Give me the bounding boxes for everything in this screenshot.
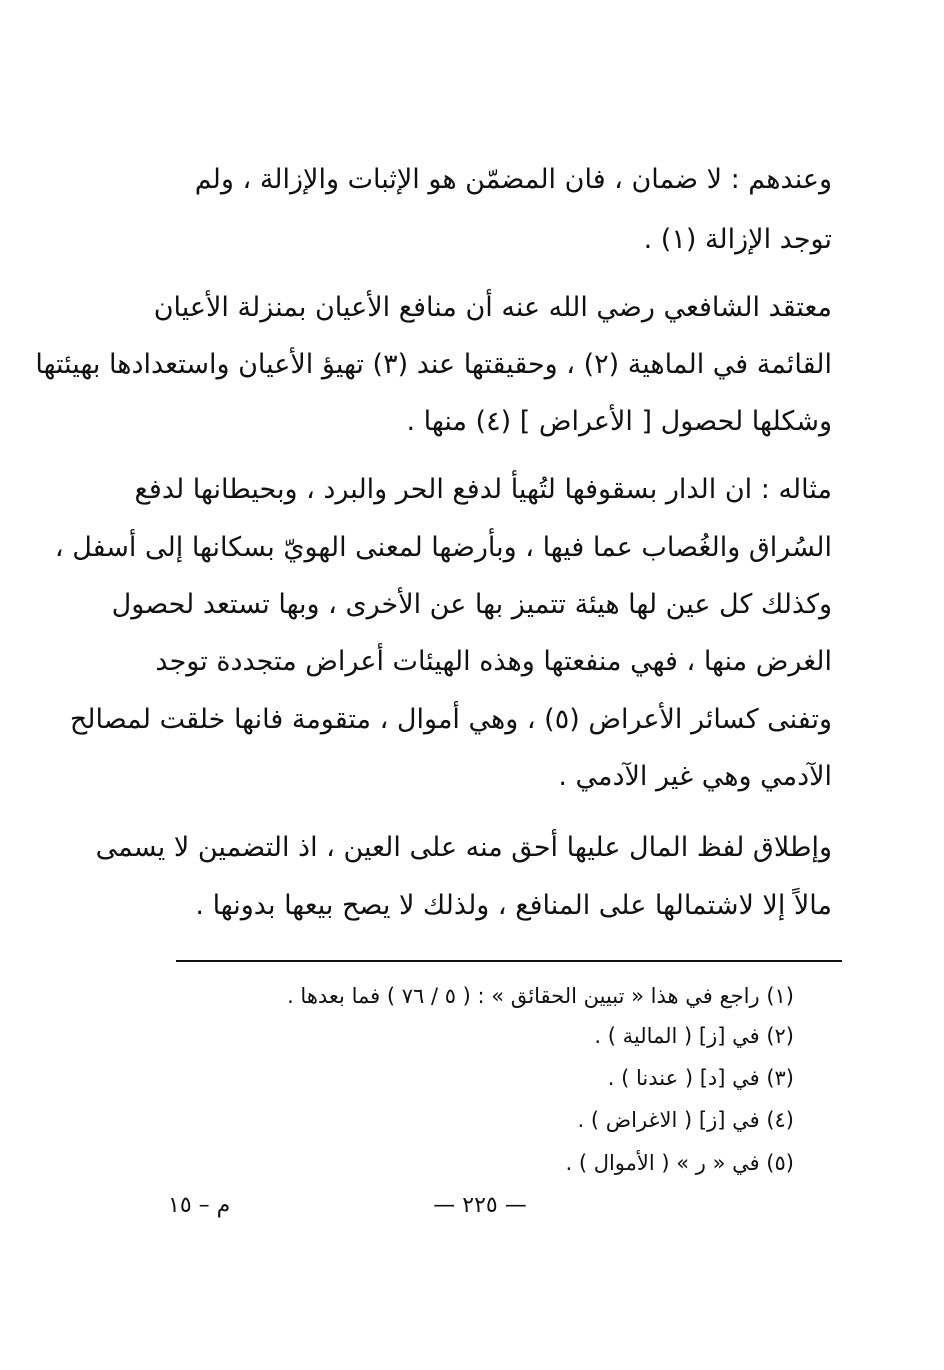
footnote-separator bbox=[176, 960, 842, 962]
signature-mark: م – ١٥ bbox=[168, 1193, 231, 1218]
footnote-1: (١) راجع في هذا « تبيين الحقائق » : ( ٥ / ٧٦ ) فما بعدها . bbox=[287, 984, 794, 1008]
body-line-13: مالاً إلا لاشتمالها على المنافع ، ولذلك لا يصح بيعها بدونها . bbox=[195, 890, 832, 921]
body-line-4: القائمة في الماهية (٢) ، وحقيقتها عند (٣) تهيؤ الأعيان واستعدادها بهيئتها bbox=[35, 349, 832, 380]
body-line-8: وكذلك كل عين لها هيئة تتميز بها عن الأخرى ، وبها تستعد لحصول bbox=[111, 589, 832, 620]
body-line-5: وشكلها لحصول [ الأعراض ] (٤) منها . bbox=[406, 406, 832, 437]
footnote-5: (٥) في « ر » ( الأموال ) . bbox=[565, 1151, 794, 1175]
footnote-3: (٣) في [د] ( عندنا ) . bbox=[607, 1066, 794, 1090]
page-number: — ٢٢٥ — bbox=[433, 1193, 527, 1218]
body-line-11: الآدمي وهي غير الآدمي . bbox=[558, 761, 832, 792]
body-line-12: وإطلاق لفظ المال عليها أحق منه على العين ، اذ التضمين لا يسمى bbox=[95, 832, 832, 863]
footnote-2: (٢) في [ز] ( المالية ) . bbox=[594, 1024, 794, 1048]
body-line-1: وعندهم : لا ضمان ، فان المضمّن هو الإثبات والإزالة ، ولم bbox=[194, 164, 832, 195]
body-line-10: وتفنى كسائر الأعراض (٥) ، وهي أموال ، متقومة فانها خلقت لمصالح bbox=[69, 704, 832, 735]
body-line-2: توجد الإزالة (١) . bbox=[643, 224, 832, 255]
body-line-7: السُراق والغُصاب عما فيها ، وبأرضها لمعنى الهويّ بسكانها إلى أسفل ، bbox=[54, 532, 832, 563]
body-line-6: مثاله : ان الدار بسقوفها لتُهيأ لدفع الحر والبرد ، وبحيطانها لدفع bbox=[134, 474, 832, 505]
body-line-3: معتقد الشافعي رضي الله عنه أن منافع الأعيان بمنزلة الأعيان bbox=[153, 292, 832, 323]
footnote-4: (٤) في [ز] ( الاغراض ) . bbox=[577, 1108, 794, 1132]
body-line-9: الغرض منها ، فهي منفعتها وهذه الهيئات أعراض متجددة توجد bbox=[155, 646, 832, 677]
